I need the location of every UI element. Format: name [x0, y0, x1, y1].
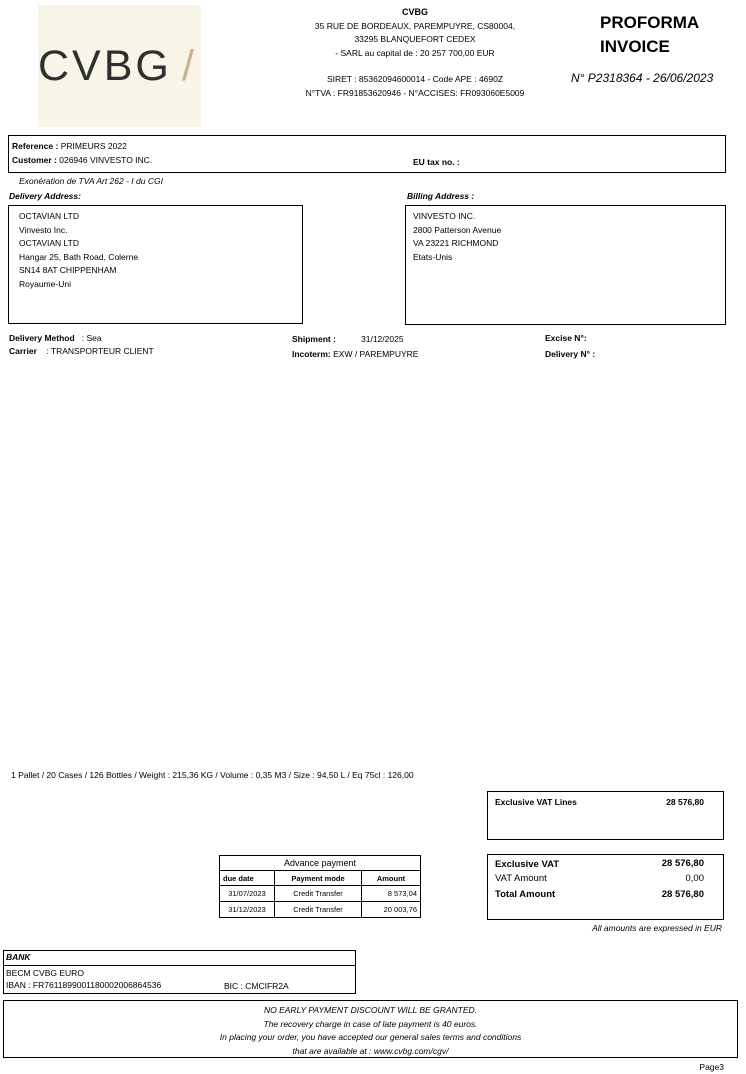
title-line-1: PROFORMA	[600, 13, 700, 32]
bank-divider	[4, 965, 355, 966]
bank-title: BANK	[6, 952, 31, 962]
vat-amount-value: 0,00	[685, 873, 704, 884]
carrier-label: Carrier	[9, 346, 37, 356]
company-address-line: 33295 BLANQUEFORT CEDEX	[354, 34, 476, 44]
document-title	[600, 11, 699, 59]
customer-value: 026946 VINVESTO INC.	[59, 155, 153, 165]
exoneration-note: Exonération de TVA Art 262 - I du CGI	[19, 176, 163, 186]
delivery-line: OCTAVIAN LTD	[19, 238, 79, 248]
invoice-number: N° P2318364 - 26/06/2023	[571, 71, 714, 85]
row-mode: Credit Transfer	[275, 886, 362, 902]
delivery-line: Hangar 25, Bath Road, Colerne	[19, 251, 139, 262]
incoterm-row	[292, 349, 418, 359]
footer-line: that are available at : www.cvbg.com/cgv/	[292, 1045, 449, 1056]
excise-label: Excise N°:	[545, 333, 587, 343]
total-amount-value: 28 576,80	[661, 889, 704, 900]
billing-line: VA 23221 RICHMOND	[413, 238, 499, 248]
bank-iban: IBAN : FR7611899001180002006864536	[6, 980, 162, 990]
footer-line: NO EARLY PAYMENT DISCOUNT WILL BE GRANTED.	[263, 1005, 478, 1015]
delivery-line: OCTAVIAN LTD	[19, 211, 79, 221]
table-row	[220, 886, 421, 902]
logo-text: CVBG	[38, 42, 172, 90]
shipment-summary: 1 Pallet / 20 Cases / 126 Bottles / Weight : 215,36 KG / Volume : 0,35 M3 / Size : 94,50 L / Eq 75cl : 126,00	[11, 770, 414, 780]
excl-vat-value: 28 576,80	[661, 858, 704, 869]
billing-address-label: Billing Address :	[407, 191, 475, 201]
row-amount: 20 003,76	[362, 902, 421, 918]
vat-amount-label: VAT Amount	[495, 873, 547, 884]
delivery-method-row	[9, 333, 102, 343]
company-address-line: - SARL au capital de : 20 257 700,00 EUR	[335, 47, 495, 58]
company-siret: SIRET : 85362094600014 - Code APE : 4690Z	[326, 74, 504, 84]
incoterm-label: Incoterm:	[292, 349, 331, 359]
header-payment-mode: Payment mode	[275, 871, 362, 886]
delivery-line: Royaume-Uni	[19, 278, 71, 289]
page-number: Page3	[699, 1062, 724, 1072]
delivery-line: SN14 8AT CHIPPENHAM	[19, 265, 117, 275]
company-logo	[38, 5, 201, 127]
reference-row	[12, 141, 127, 151]
company-info	[290, 6, 540, 100]
vat-lines-box	[487, 791, 724, 840]
row-amount: 8 573,04	[362, 886, 421, 902]
company-address-line: 35 RUE DE BORDEAUX, PAREMPUYRE, CS80004,	[314, 20, 516, 31]
customer-label: Customer :	[12, 155, 57, 165]
table-header-row	[220, 871, 421, 886]
billing-address-box	[405, 205, 726, 325]
eu-tax-label: EU tax no. :	[413, 157, 460, 167]
footer-line: In placing your order, you have accepted our general sales terms and conditions	[219, 1032, 522, 1042]
reference-box	[8, 135, 726, 173]
shipment-label: Shipment :	[292, 334, 336, 344]
header-amount: Amount	[362, 871, 421, 886]
delivery-address-label: Delivery Address:	[9, 191, 81, 201]
table-row	[220, 902, 421, 918]
vat-lines-label: Exclusive VAT Lines	[495, 797, 577, 807]
row-mode: Credit Transfer	[275, 902, 362, 918]
billing-line: Etats-Unis	[413, 251, 453, 262]
customer-row	[12, 155, 152, 165]
bank-bic: BIC : CMCIFR2A	[224, 981, 289, 991]
carrier-row	[9, 346, 154, 356]
delivery-method-label: Delivery Method	[9, 333, 75, 343]
amounts-currency-note: All amounts are expressed in EUR	[592, 923, 722, 933]
company-name: CVBG	[401, 7, 428, 17]
footer-line: The recovery charge in case of late payment is 40 euros.	[263, 1018, 478, 1029]
vat-lines-value: 28 576,80	[666, 797, 704, 807]
shipment-value: 31/12/2025	[361, 334, 404, 344]
billing-line: 2800 Patterson Avenue	[413, 224, 502, 235]
bank-box	[3, 950, 356, 994]
incoterm-value: EXW / PAREMPUYRE	[333, 349, 419, 359]
delivery-line: Vinvesto Inc.	[19, 224, 68, 235]
delivery-address-box	[8, 205, 303, 324]
bank-name: BECM CVBG EURO	[6, 968, 84, 978]
advance-payment-title: Advance payment	[220, 856, 421, 871]
excl-vat-label: Exclusive VAT	[495, 859, 560, 870]
header-due-date: due date	[220, 871, 275, 886]
billing-line: VINVESTO INC.	[413, 211, 476, 221]
advance-payment-table	[219, 855, 421, 918]
reference-label: Reference :	[12, 141, 59, 151]
title-line-2: INVOICE	[600, 37, 670, 56]
footer-terms-box	[3, 1000, 738, 1058]
total-amount-label: Total Amount	[495, 889, 556, 900]
reference-value: PRIMEURS 2022	[60, 141, 127, 151]
totals-box	[487, 854, 724, 920]
delivery-number-label: Delivery N° :	[545, 349, 596, 359]
company-tva: N°TVA : FR91853620946 - N°ACCISES: FR093060E5009	[305, 87, 525, 98]
delivery-method-value: : Sea	[81, 333, 102, 343]
row-date: 31/12/2023	[220, 902, 275, 918]
logo-slash-mark: /	[182, 42, 194, 90]
carrier-value: : TRANSPORTEUR CLIENT	[46, 346, 154, 356]
row-date: 31/07/2023	[220, 886, 275, 902]
